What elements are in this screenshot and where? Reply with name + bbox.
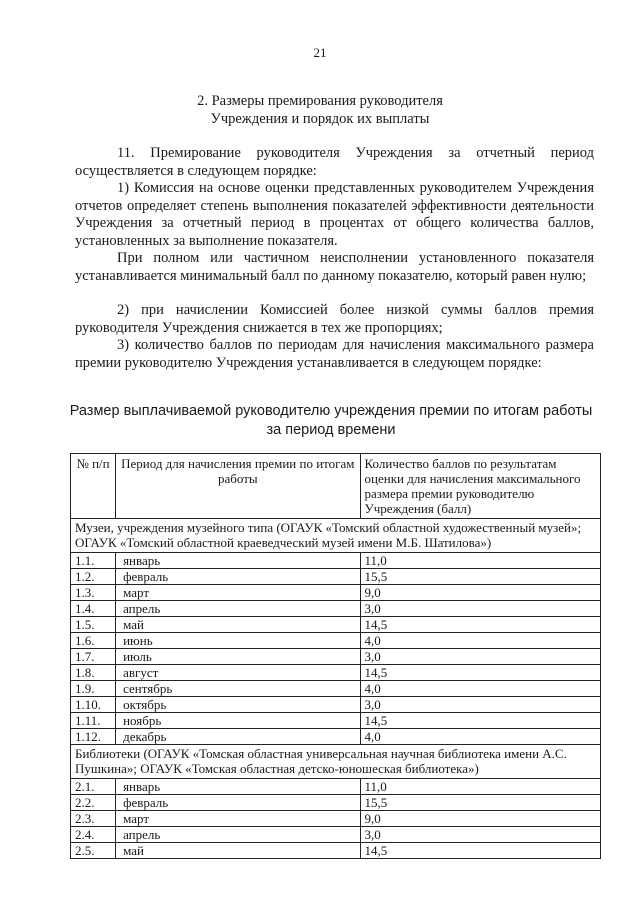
row-period: июнь: [116, 633, 360, 649]
table-row: [71, 843, 601, 859]
section-heading-line2: Учреждения и порядок их выплаты: [210, 111, 430, 127]
paragraph-11: 11. Премирование руководителя Учреждения за отчетный период осуществляется в следующем порядке:: [75, 145, 594, 179]
row-num: 1.10.: [71, 697, 116, 713]
group-title: Библиотеки (ОГАУК «Томская областная универсальная научная библиотека имени А.С. Пушкина»; ОГАУК «Томская областная детско-юношеская библиотека»): [71, 745, 601, 779]
table-row: [71, 601, 601, 617]
row-period: июль: [116, 649, 360, 665]
row-period: январь: [116, 779, 360, 795]
table-row: [71, 681, 601, 697]
row-points: 4,0: [360, 729, 600, 745]
table-row: [71, 697, 601, 713]
row-num: 1.8.: [71, 665, 116, 681]
row-num: 2.3.: [71, 811, 116, 827]
row-num: 1.11.: [71, 713, 116, 729]
row-period: февраль: [116, 569, 360, 585]
row-points: 3,0: [360, 697, 600, 713]
paragraph-zero-score: При полном или частичном неисполнении установленного показателя устанавливается минимальный балл по данному показателю, который равен нулю;: [75, 250, 594, 284]
table-row: [71, 729, 601, 745]
row-period: апрель: [116, 601, 360, 617]
table-header-row: [71, 454, 601, 519]
table-row: [71, 665, 601, 681]
row-num: 2.5.: [71, 843, 116, 859]
row-points: 15,5: [360, 795, 600, 811]
table-row: [71, 713, 601, 729]
row-num: 1.12.: [71, 729, 116, 745]
paragraph-item-1: 1) Комиссия на основе оценки представленных руководителем Учреждения отчетов определяет степень выполнения показателей эффективности деятельности Учреждения за отчетный период в процентах от общего количества баллов, установленных за выполнение показателя.: [75, 180, 594, 249]
header-points: Количество баллов по результатам оценки для начисления максимального размера премии руководителю Учреждения (балл): [360, 454, 600, 519]
row-points: 3,0: [360, 601, 600, 617]
premium-table: [70, 453, 601, 859]
row-num: 1.5.: [71, 617, 116, 633]
row-period: август: [116, 665, 360, 681]
row-period: декабрь: [116, 729, 360, 745]
row-points: 9,0: [360, 585, 600, 601]
table-row: [71, 779, 601, 795]
table-group-row: [71, 745, 601, 779]
table-row: [71, 553, 601, 569]
row-points: 11,0: [360, 779, 600, 795]
table-row: [71, 585, 601, 601]
row-num: 2.4.: [71, 827, 116, 843]
table-row: [71, 617, 601, 633]
table-row: [71, 811, 601, 827]
page-number: 21: [313, 45, 327, 60]
row-period: январь: [116, 553, 360, 569]
row-points: 9,0: [360, 811, 600, 827]
row-period: октябрь: [116, 697, 360, 713]
section-heading: [70, 92, 570, 128]
row-num: 2.2.: [71, 795, 116, 811]
section-heading-line1: 2. Размеры премирования руководителя: [197, 93, 443, 109]
row-points: 3,0: [360, 827, 600, 843]
group-title: Музеи, учреждения музейного типа (ОГАУК «Томский областной художественный музей»; ОГАУК «Томский областной краеведческий музей имени М.Б. Шатилова»): [71, 519, 601, 553]
row-period: февраль: [116, 795, 360, 811]
row-period: март: [116, 811, 360, 827]
row-period: май: [116, 617, 360, 633]
paragraph-item-3: 3) количество баллов по периодам для начисления максимального размера премии руководителю Учреждения устанавливается в следующем порядке:: [75, 337, 594, 371]
table-row: [71, 795, 601, 811]
row-num: 1.7.: [71, 649, 116, 665]
table-row: [71, 827, 601, 843]
row-points: 14,5: [360, 843, 600, 859]
row-points: 3,0: [360, 649, 600, 665]
row-points: 4,0: [360, 633, 600, 649]
row-num: 1.3.: [71, 585, 116, 601]
table-row: [71, 649, 601, 665]
row-points: 4,0: [360, 681, 600, 697]
table-row: [71, 569, 601, 585]
header-num: № п/п: [71, 454, 116, 519]
table-title: Размер выплачиваемой руководителю учреждения премии по итогам работы за период времени: [69, 403, 593, 438]
row-num: 1.9.: [71, 681, 116, 697]
paragraph-item-2: 2) при начислении Комиссией более низкой суммы баллов премия руководителя Учреждения снижается в тех же пропорциях;: [75, 302, 594, 336]
row-num: 1.2.: [71, 569, 116, 585]
row-points: 14,5: [360, 713, 600, 729]
row-points: 11,0: [360, 553, 600, 569]
row-points: 14,5: [360, 665, 600, 681]
row-period: ноябрь: [116, 713, 360, 729]
row-period: сентябрь: [116, 681, 360, 697]
row-points: 15,5: [360, 569, 600, 585]
row-period: апрель: [116, 827, 360, 843]
row-num: 1.1.: [71, 553, 116, 569]
row-period: май: [116, 843, 360, 859]
row-num: 1.6.: [71, 633, 116, 649]
header-period: Период для начисления премии по итогам работы: [116, 454, 360, 519]
table-row: [71, 633, 601, 649]
row-period: март: [116, 585, 360, 601]
row-num: 2.1.: [71, 779, 116, 795]
row-num: 1.4.: [71, 601, 116, 617]
table-group-row: [71, 519, 601, 553]
row-points: 14,5: [360, 617, 600, 633]
